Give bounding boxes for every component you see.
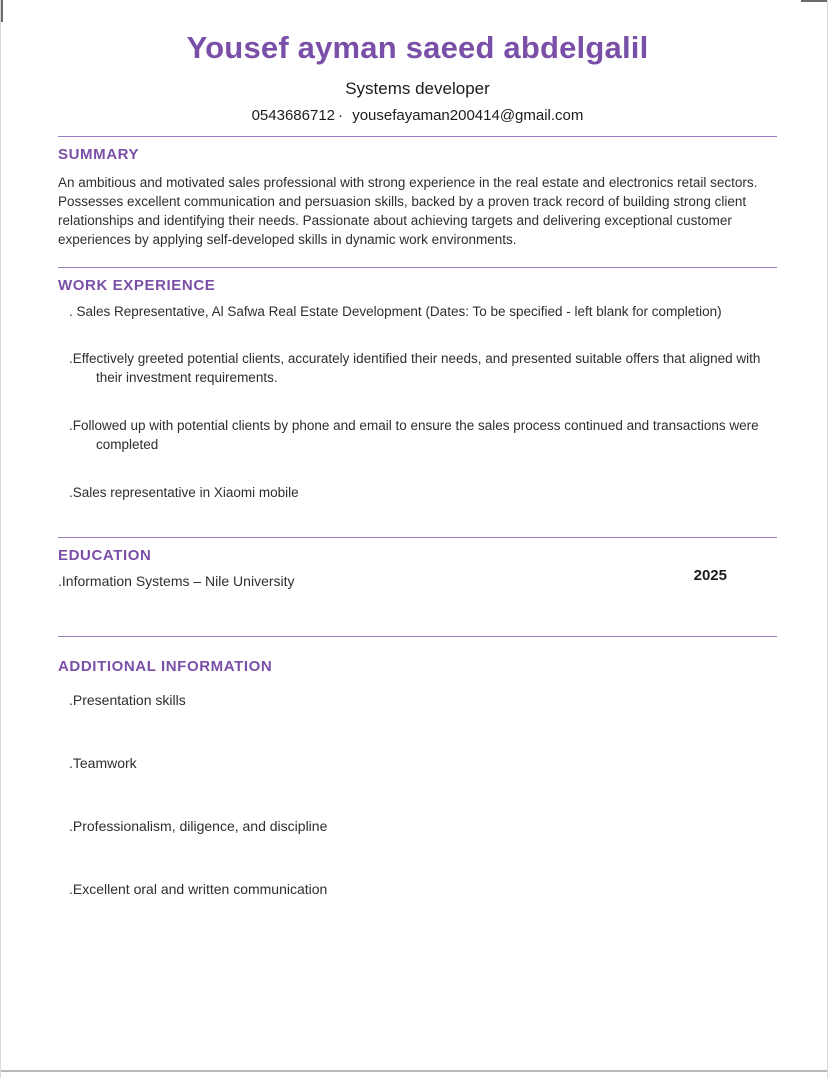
work-experience-item: . Sales Representative, Al Safwa Real Estate Development (Dates: To be specified - left blank for completion) <box>69 303 722 319</box>
section-divider <box>58 267 777 268</box>
contact-separator: · <box>338 107 344 124</box>
additional-information-heading: ADDITIONAL INFORMATION <box>58 657 273 675</box>
phone-number: 0543686712 <box>251 107 336 124</box>
work-experience-item: .Sales representative in Xiaomi mobile <box>69 485 299 501</box>
additional-item: .Presentation skills <box>69 691 186 708</box>
degree: .Information Systems – Nile University <box>58 572 295 589</box>
education-row <box>58 566 777 589</box>
work-experience-item: .Effectively greeted potential clients, accurately identified their needs, and presented suitable offers that aligned with their investment requirements. <box>69 351 761 386</box>
summary-heading: SUMMARY <box>58 146 140 163</box>
education-heading: EDUCATION <box>58 546 152 564</box>
contact-line <box>58 107 777 124</box>
scan-artifact-top-left <box>1 0 3 22</box>
additional-item: .Professionalism, diligence, and discipline <box>69 817 328 834</box>
graduation-year: 2025 <box>693 566 727 584</box>
resume-content <box>1 0 827 897</box>
work-experience-item: .Followed up with potential clients by phone and email to ensure the sales process continued and transactions were completed <box>69 418 759 453</box>
scan-artifact-top-right <box>801 0 827 2</box>
resume-name: Yousef ayman saeed abdelgalil <box>186 30 649 65</box>
email-address: yousefayaman200414@gmail.com <box>352 107 584 124</box>
work-experience-heading: WORK EXPERIENCE <box>58 276 216 294</box>
scan-artifact-bottom-edge <box>1 1070 827 1072</box>
additional-item: .Excellent oral and written communication <box>69 880 328 897</box>
summary-paragraph: An ambitious and motivated sales professional with strong experience in the real estate and electronics retail sectors. Possesses excellent communication and persuasion skills, backed by a proven track record of building strong client relationships and identifying their needs. Passionate about achieving targets and delivering exceptional customer experiences by applying self-developed skills in dynamic work environments. <box>58 175 758 247</box>
additional-item: .Teamwork <box>69 754 137 771</box>
section-divider <box>58 537 777 538</box>
job-title: Systems developer <box>345 79 490 98</box>
section-divider <box>58 136 777 137</box>
section-divider <box>58 636 777 637</box>
